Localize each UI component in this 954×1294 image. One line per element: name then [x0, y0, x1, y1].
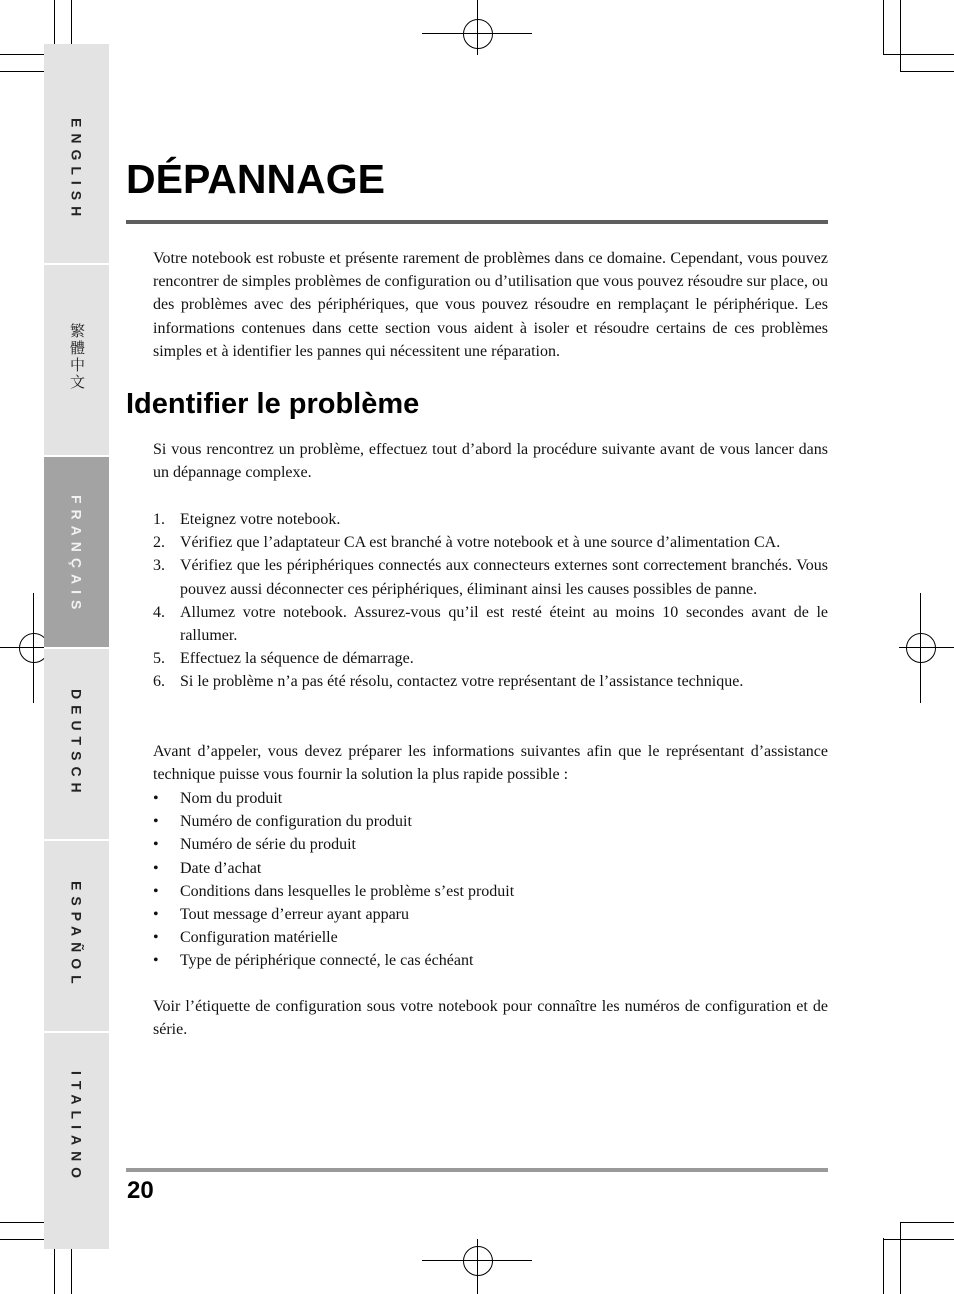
required-info-list — [153, 787, 828, 973]
list-item: 5. Effectuez la séquence de démarrage. — [153, 650, 414, 668]
tab-francais[interactable] — [44, 457, 109, 647]
list-item: 2. Vérifiez que l’adaptateur CA est branché à votre notebook et à une source d’alimentation CA. — [153, 534, 781, 552]
list-item: • Tout message d’erreur ayant apparu — [153, 906, 409, 924]
list-item: 3. Vérifiez que les périphériques connectés aux connecteurs externes sont correctement branchés. Vous pouvez aussi déconnecter ces périphériques, éliminant ainsi les causes possibles de panne. — [153, 557, 828, 598]
list-item: • Date d’achat — [153, 859, 262, 877]
page-title: DÉPANNAGE — [126, 156, 385, 202]
tab-italiano[interactable] — [44, 1033, 109, 1249]
tab-traditional-chinese[interactable] — [44, 265, 109, 455]
tab-espanol[interactable] — [44, 841, 109, 1031]
before-call-paragraph: Avant d’appeler, vous devez préparer les informations suivantes afin que le représentant d’assistance technique puisse vous fournir la solution la plus rapide possible : — [153, 743, 828, 784]
tab-francais-label: FRANÇAIS — [68, 495, 85, 616]
label-note-paragraph: Voir l’étiquette de configuration sous votre notebook pour connaître les numéros de configuration et de série. — [153, 998, 828, 1039]
list-item: 1. Eteignez votre notebook. — [153, 511, 341, 528]
troubleshooting-steps — [153, 508, 828, 694]
list-item: • Numéro de série du produit — [153, 836, 356, 854]
tab-traditional-chinese-label: 繁體中文 — [68, 323, 85, 391]
list-item: • Configuration matérielle — [153, 929, 338, 947]
tab-english-label: ENGLISH — [68, 118, 85, 223]
language-tabs — [44, 44, 109, 1249]
page-number: 20 — [127, 1177, 154, 1204]
tab-deutsch[interactable] — [44, 649, 109, 839]
list-item: • Conditions dans lesquelles le problème s’est produit — [153, 882, 515, 900]
tab-deutsch-label: DEUTSCH — [68, 689, 85, 799]
title-divider — [126, 220, 828, 224]
list-item: • Nom du produit — [153, 790, 283, 807]
intro-paragraph: Votre notebook est robuste et présente rarement de problèmes dans ce domaine. Cependant, vous pouvez rencontrer de simples problèmes de configuration ou d’utilisation que vous pouvez résoudre sur place, ou des problèmes avec des périphériques, que vous pouvez résoudre en remplaçant le périphérique. Les informations contenues dans cette section vous aident à isoler et résoudre certains de ces problèmes simples et à identifier les pannes qui nécessitent une réparation. — [153, 250, 828, 360]
section-heading: Identifier le problème — [126, 388, 420, 420]
tab-english[interactable] — [44, 44, 109, 263]
tab-italiano-label: ITALIANO — [68, 1071, 85, 1185]
list-item: • Type de périphérique connecté, le cas échéant — [153, 952, 474, 970]
list-item: 6. Si le problème n’a pas été résolu, contactez votre représentant de l’assistance technique. — [153, 673, 744, 691]
list-item: 4. Allumez votre notebook. Assurez-vous qu’il est resté éteint au moins 10 secondes avant de le rallumer. — [153, 603, 828, 645]
section-lead-paragraph: Si vous rencontrez un problème, effectuez tout d’abord la procédure suivante avant de vous lancer dans un dépannage complexe. — [153, 441, 828, 482]
tab-espanol-label: ESPAÑOL — [68, 881, 85, 990]
footer-divider — [126, 1168, 828, 1172]
list-item: • Numéro de configuration du produit — [153, 813, 412, 831]
